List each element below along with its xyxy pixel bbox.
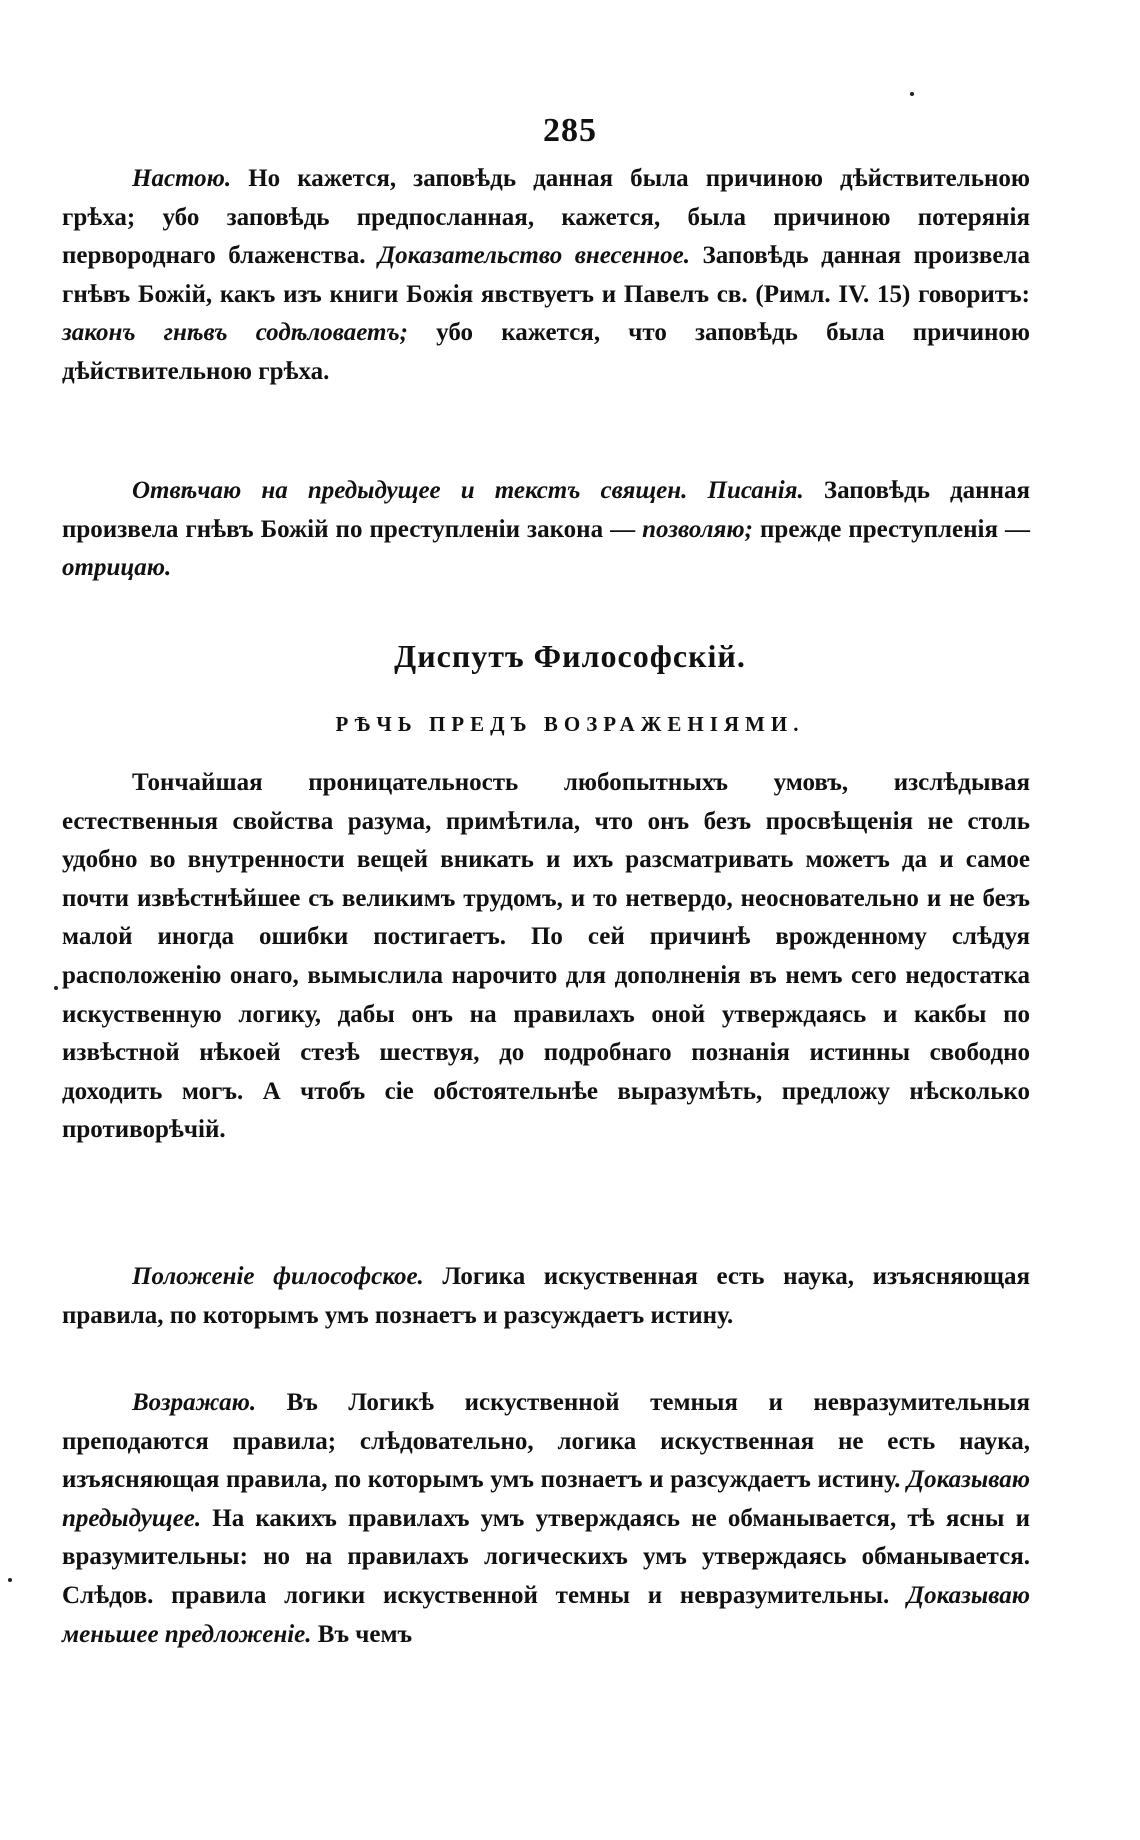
paragraph-text: Логика искуственная есть наука, изъясняющая правила, по которымъ умъ познаетъ и разсуждаетъ истину. [62,1263,1031,1329]
paragraph-lead-2: Доказываю предыдущее. [62,1466,1031,1532]
paragraph-text: Въ Логикѣ искуственной темныя и невразумительныя преподаются правила; слѣдовательно, логика искуственная не есть наука, изъясняющая правила, по которымъ умъ познаетъ и разсуждаетъ истину. [62,1389,1030,1494]
paragraph-text: Тончайшая проницательность любопытныхъ умовъ, изслѣдывая естественныя свойства разума, примѣтила, что онъ безъ просвѣщенія не столь удобно во внутренности вещей вникать и ихъ разсматривать можетъ да и самое почти извѣстнѣйшее съ великимъ трудомъ, и то нетвердо, неосновательно и не безъ малой иногда ошибки постигаетъ. По сей причинѣ врожденному слѣдуя расположенію онаго, вымыслила нарочито для дополненія въ немъ сего недостатка искуственную логику, дабы онъ на правилахъ оной утверждаясь и какбы по извѣстной нѣкоей стезѣ шествуя, до подробнаго познанія истинны свободно доходить могъ. А чтобъ сіе обстоятельнѣе выразумѣть, предложу нѣсколько противорѣчій. [62,769,1030,1144]
section-heading: Диспутъ Философскій. [394,638,746,674]
paragraph-lead: Возражаю. [132,1389,257,1416]
page-number: 285 [543,112,597,149]
paragraph-text-2: Заповѣдь данная произвела гнѣвъ Божій, какъ изъ книги Божія явствуетъ и Павелъ св. (Римл. IV. 15) говоритъ: [62,242,1030,308]
paragraph-argument [62,1384,1030,1654]
paragraph-objection [62,160,1030,392]
paragraph-lead-3: Доказываю меньшее предложеніе. [62,1581,1031,1648]
scan-speck [54,986,58,990]
paragraph-text: Но кажется, заповѣдь данная была причиною дѣйствительною грѣха; убо заповѣдь предпосланная, кажется, была причиною потерянія первороднаго блаженства. [62,165,1030,270]
scan-speck [910,92,914,96]
paragraph-text-2: прежде преступленія — [760,515,1031,543]
paragraph-text: Заповѣдь данная произвела гнѣвъ Божій по преступленіи закона — [62,477,1031,543]
section-subheading: РѢЧЬ ПРЕДЪ ВОЗРАЖЕНІЯМИ. [335,712,805,736]
paragraph-introduction [62,764,1030,1150]
paragraph-text-2: На какихъ правилахъ умъ утверждаясь не обманывается, тѣ ясны и вразумительны: но на правилахъ логическихъ умъ утверждаясь обманывается. Слѣдов. правила логики искуственной темны и невразумительны. [62,1504,1030,1609]
paragraph-lead-2: Доказательство внесенное. [378,242,691,270]
paragraph-lead: Отвѣчаю на предыдущее и текстъ священ. Писанія. [132,477,804,504]
paragraph-text-3: Въ чемъ [317,1620,413,1648]
paragraph-lead: Положеніе философское. [132,1263,424,1290]
reply-word-allow: позволяю; [642,515,753,543]
paragraph-lead: Настою. [132,165,232,192]
paragraph-text-3: убо кажется, что заповѣдь была причиною дѣйствительною грѣха. [62,319,1031,385]
paragraph-thesis [62,1258,1030,1335]
paragraph-reply [62,472,1030,588]
scripture-quote: законъ гнѣвъ содѣловаетъ; [62,319,408,347]
scan-speck [8,1578,12,1582]
reply-word-deny: отрицаю. [62,554,172,582]
